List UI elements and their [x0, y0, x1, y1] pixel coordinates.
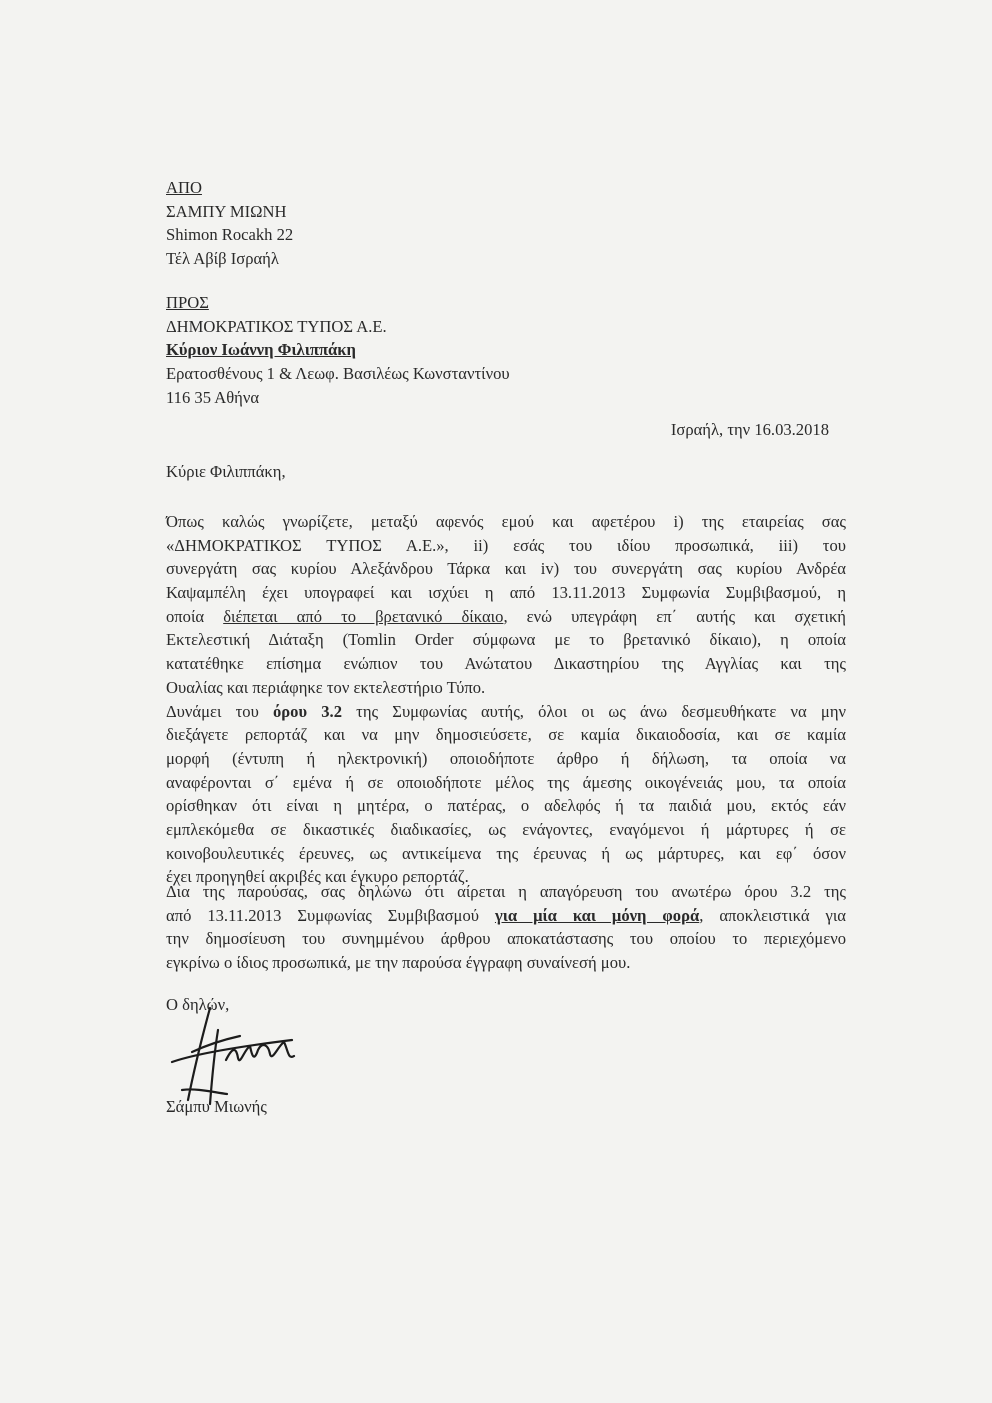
sender-name: ΣΑΜΠΥ ΜΙΩΝΗ: [166, 201, 287, 221]
sender-city: Τέλ Αβίβ Ισραήλ: [166, 249, 279, 269]
body-line: ορίσθηκαν ότι είναι η μητέρα, ο πατέρας, ο αδελφός ή τα παιδιά μου, εκτός εάν: [166, 796, 846, 816]
closing: Ο δηλών,: [166, 995, 230, 1014]
body-line: εμπλεκόμεθα σε δικαστικές διαδικασίες, ως ενάγοντες, εναγόμενοι ή μάρτυρες ή σε: [166, 819, 846, 839]
underlined-law-phrase: διέπεται από το βρετανικό δίκαιο: [223, 606, 504, 626]
sender-street: Shimon Rocakh 22: [166, 225, 294, 245]
body-line: «ΔΗΜΟΚΡΑΤΙΚΟΣ ΤΥΠΟΣ Α.Ε.», ii) εσάς του ιδίου προσωπικά, iii) του: [166, 535, 846, 555]
recipient-name: Κύριον Ιωάννη Φιλιππάκη: [166, 340, 356, 360]
recipient-heading: ΠΡΟΣ: [166, 293, 209, 312]
body-text: , ενώ υπεγράφη επ΄ αυτής και σχετική: [503, 606, 846, 626]
body-line: έχει προηγηθεί ακριβές και έγκυρο ρεπορτάζ.: [166, 867, 469, 887]
recipient-company: ΔΗΜΟΚΡΑΤΙΚΟΣ ΤΥΠΟΣ Α.Ε.: [166, 316, 387, 336]
body-line: κοινοβουλευτικές έρευνες, ως αντικείμενα της έρευνας ή ως μάρτυρες, και εφ΄ όσον: [166, 843, 846, 863]
body-line: Καψαμπέλη έχει υπογραφεί και ισχύει η από 13.11.2013 Συμφωνία Συμβιβασμού, η: [166, 583, 846, 603]
signer-name: Σάμπυ Μιωνής: [166, 1097, 267, 1116]
sender-heading: ΑΠΟ: [166, 178, 202, 197]
body-line: Όπως καλώς γνωρίζετε, μεταξύ αφενός εμού και αφετέρου i) της εταιρείας σας: [166, 512, 846, 531]
body-text: οποία: [166, 606, 224, 626]
body-line: Δια της παρούσας, σας δηλώνω ότι αίρεται η απαγόρευση του ανωτέρω όρου 3.2 της: [166, 882, 846, 901]
salutation: Κύριε Φιλιππάκη,: [166, 462, 286, 481]
sender-block: [166, 176, 293, 271]
body-line: εγκρίνω ο ίδιος προσωπικά, με την παρούσα έγγραφη συναίνεσή μου.: [166, 953, 631, 973]
handwritten-signature: [152, 1000, 312, 1110]
emphasis-one-time: για μία και μόνη φορά: [494, 905, 700, 925]
bold-term-reference: όρου 3.2: [272, 701, 342, 721]
body-line: την δημοσίευση του συνημμένου άρθρου αποκατάστασης του οποίου το περιεχόμενο: [166, 929, 846, 949]
body-line: [166, 904, 846, 928]
body-text: Δυνάμει του: [166, 701, 273, 721]
body-paragraph-3: [166, 880, 846, 975]
body-line: συνεργάτη σας κυρίου Αλεξάνδρου Τάρκα και iv) του συνεργάτη σας κυρίου Ανδρέα: [166, 559, 846, 579]
body-line: διεξάγετε ρεπορτάζ και να μην δημοσιεύσετε, σε καμία δικαιοδοσία, και σε καμία: [166, 725, 846, 745]
body-line: αναφέρονται σ΄ εμένα ή σε οποιοδήποτε μέλος της άμεσης οικογένειάς μου, τα οποία: [166, 772, 846, 792]
recipient-street: Ερατοσθένους 1 & Λεωφ. Βασιλέως Κωνσταντίνου: [166, 364, 510, 384]
body-text: από 13.11.2013 Συμφωνίας Συμβιβασμού: [166, 905, 495, 925]
place-date: Ισραήλ, την 16.03.2018: [670, 420, 829, 439]
body-text: της Συμφωνίας αυτής, όλοι οι ως άνω δεσμευθήκατε να μην: [342, 701, 846, 721]
body-line: Ουαλίας και περιάφηκε τον εκτελεστήριο Τύπο.: [166, 677, 486, 697]
body-text: , αποκλειστικά για: [699, 905, 846, 925]
body-line: [166, 700, 846, 724]
recipient-city: 116 35 Αθήνα: [166, 387, 260, 407]
body-line: κατατέθηκε επίσημα ενώπιον του Ανώτατου Δικαστηρίου της Αγγλίας και της: [166, 654, 846, 674]
body-paragraph-1: [166, 510, 846, 889]
body-line: μορφή (έντυπη ή ηλεκτρονική) οποιοδήποτε άρθρο ή δήλωση, τα οποία να: [166, 748, 846, 768]
body-line: Εκτελεστική Διάταξη (Tomlin Order σύμφωνα με το βρετανικό δίκαιο), η οποία: [166, 630, 846, 650]
body-line: [166, 605, 846, 629]
recipient-block: [166, 291, 510, 410]
